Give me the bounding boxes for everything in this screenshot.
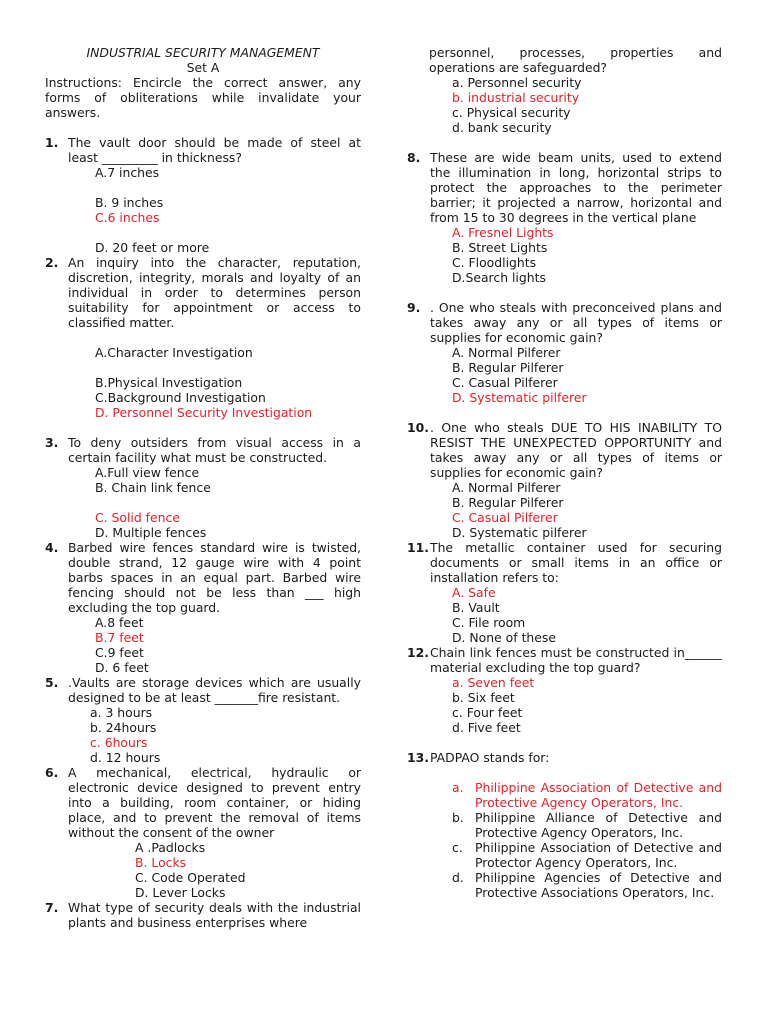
question-text: The vault door should be made of steel at least _________ in thickness? bbox=[68, 135, 361, 165]
option[interactable]: A.7 inches bbox=[95, 165, 160, 180]
option-correct[interactable]: C. Casual Pilferer bbox=[452, 510, 558, 525]
question-text-part-1: What type of security deals with the industrial plants and business enterprises where bbox=[68, 900, 361, 930]
option-correct[interactable]: B. Locks bbox=[135, 855, 187, 870]
question-8: 8. These are wide beam units, used to extend the illumination in long, horizontal strips to protect the approaches to the perimeter barrier; it projected a narrow, horizontal and from 15 to 30 degrees in the vertical plane bbox=[407, 150, 722, 225]
option[interactable]: A .Padlocks bbox=[135, 840, 206, 855]
option[interactable]: C.Background Investigation bbox=[95, 390, 266, 405]
option[interactable]: D. 20 feet or more bbox=[95, 240, 210, 255]
option[interactable]: A.8 feet bbox=[95, 615, 144, 630]
option[interactable]: C.9 feet bbox=[95, 645, 144, 660]
option[interactable]: C. Floodlights bbox=[452, 255, 537, 270]
option[interactable]: b. Philippine Alliance of Detective and Protective Agency Operators, Inc. bbox=[452, 810, 722, 840]
question-12: 12. Chain link fences must be constructed in______ material excluding the top guard? bbox=[407, 645, 722, 675]
option-correct[interactable]: C.6 inches bbox=[95, 210, 160, 225]
option-correct[interactable]: b. industrial security bbox=[452, 90, 580, 105]
question-13: 13. PADPAO stands for: bbox=[407, 750, 722, 765]
option-correct[interactable]: D. Personnel Security Investigation bbox=[95, 405, 313, 420]
option-correct[interactable]: C. Solid fence bbox=[95, 510, 180, 525]
option[interactable]: b. Six feet bbox=[452, 690, 515, 705]
instructions: Instructions: Encircle the correct answer, any forms of obliterations while invalidate your answers. bbox=[45, 75, 361, 120]
option[interactable]: d. Philippine Agencies of Detective and Protective Associations Operators, Inc. bbox=[452, 870, 722, 900]
question-text: An inquiry into the character, reputation, discretion, integrity, morals and loyalty of an individual in order to determines person suitability for appointment or access to classified matter. bbox=[68, 255, 361, 330]
option[interactable]: c. Physical security bbox=[452, 105, 571, 120]
option[interactable]: D.Search lights bbox=[452, 270, 546, 285]
option[interactable]: B. Street Lights bbox=[452, 240, 548, 255]
question-text: . One who steals DUE TO HIS INABILITY TO RESIST THE UNEXPECTED OPPORTUNITY and takes away any or all types of items or supplies for economic gain? bbox=[430, 420, 722, 480]
question-7: 7. What type of security deals with the industrial plants and business enterprises where bbox=[45, 900, 361, 930]
option-correct[interactable]: c. 6hours bbox=[90, 735, 148, 750]
option[interactable]: D. Lever Locks bbox=[135, 885, 226, 900]
option-correct[interactable]: A. Fresnel Lights bbox=[452, 225, 554, 240]
question-text: Chain link fences must be constructed in______ material excluding the top guard? bbox=[430, 645, 722, 675]
question-5: 5. .Vaults are storage devices which are usually designed to be at least _______fire resistant. bbox=[45, 675, 361, 705]
option[interactable]: c. Four feet bbox=[452, 705, 523, 720]
option[interactable]: B. Regular Pilferer bbox=[452, 495, 564, 510]
option[interactable]: b. 24hours bbox=[90, 720, 157, 735]
option[interactable]: d. bank security bbox=[452, 120, 552, 135]
question-text: The metallic container used for securing documents or small items in an office or installation refers to: bbox=[430, 540, 722, 585]
question-text: Barbed wire fences standard wire is twisted, double strand, 12 gauge wire with 4 point barbs spaces in an equal part. Barbed wire fencing should not be less than ___ high excluding the top guard. bbox=[68, 540, 361, 615]
left-column bbox=[45, 45, 361, 930]
question-text: PADPAO stands for: bbox=[430, 750, 550, 765]
option-correct[interactable]: B.7 feet bbox=[95, 630, 144, 645]
option[interactable]: D. Multiple fences bbox=[95, 525, 207, 540]
question-text: .Vaults are storage devices which are usually designed to be at least _______fire resistant. bbox=[68, 675, 361, 705]
option[interactable]: d. 12 hours bbox=[90, 750, 161, 765]
document-title: INDUSTRIAL SECURITY MANAGEMENT bbox=[86, 45, 320, 60]
option[interactable]: a. Personnel security bbox=[452, 75, 582, 90]
option[interactable]: C. Casual Pilferer bbox=[452, 375, 558, 390]
option[interactable]: B.Physical Investigation bbox=[95, 375, 243, 390]
option-correct[interactable]: A. Safe bbox=[452, 585, 496, 600]
question-text: To deny outsiders from visual access in a certain facility what must be constructed. bbox=[68, 435, 361, 465]
right-column bbox=[407, 45, 722, 900]
question-text: These are wide beam units, used to extend the illumination in long, horizontal strips to protect the approaches to the perimeter barrier; it projected a narrow, horizontal and from 15 to 30 degrees in the vertical plane bbox=[430, 150, 722, 225]
option[interactable]: c. Philippine Association of Detective and Protector Agency Operators, Inc. bbox=[452, 840, 722, 870]
option[interactable]: A. Normal Pilferer bbox=[452, 480, 561, 495]
question-11: 11. The metallic container used for securing documents or small items in an office or installation refers to: bbox=[407, 540, 722, 585]
option[interactable]: D. 6 feet bbox=[95, 660, 149, 675]
option[interactable]: B. Vault bbox=[452, 600, 500, 615]
option[interactable]: D. Systematic pilferer bbox=[452, 525, 587, 540]
option[interactable]: B. Regular Pilferer bbox=[452, 360, 564, 375]
option-correct[interactable]: D. Systematic pilferer bbox=[452, 390, 587, 405]
question-4: 4. Barbed wire fences standard wire is twisted, double strand, 12 gauge wire with 4 point barbs spaces in an equal part. Barbed wire fencing should not be less than ___ high excluding the top guard. bbox=[45, 540, 361, 615]
option[interactable]: A. Normal Pilferer bbox=[452, 345, 561, 360]
question-text: A mechanical, electrical, hydraulic or electronic device designed to prevent entry into a building, room container, or hiding place, and to prevent the removal of items without the consent of the owner bbox=[68, 765, 361, 840]
option[interactable]: a. 3 hours bbox=[90, 705, 153, 720]
question-6: 6. A mechanical, electrical, hydraulic or electronic device designed to prevent entry into a building, room container, or hiding place, and to prevent the removal of items without the consent of the owner bbox=[45, 765, 361, 840]
question-3: 3. To deny outsiders from visual access in a certain facility what must be constructed. bbox=[45, 435, 361, 465]
option-correct[interactable]: a. Philippine Association of Detective and Protective Agency Operators, Inc. bbox=[452, 780, 722, 810]
option[interactable]: A.Full view fence bbox=[95, 465, 200, 480]
question-10: 10. . One who steals DUE TO HIS INABILITY TO RESIST THE UNEXPECTED OPPORTUNITY and takes away any or all types of items or supplies for economic gain? bbox=[407, 420, 722, 480]
option[interactable]: B. 9 inches bbox=[95, 195, 164, 210]
option[interactable]: C. File room bbox=[452, 615, 526, 630]
question-2: 2. An inquiry into the character, reputation, discretion, integrity, morals and loyalty of an individual in order to determines person suitability for appointment or access to classified matter. bbox=[45, 255, 361, 330]
option[interactable]: D. None of these bbox=[452, 630, 556, 645]
option[interactable]: d. Five feet bbox=[452, 720, 521, 735]
option-correct[interactable]: a. Seven feet bbox=[452, 675, 535, 690]
question-1: 1. The vault door should be made of steel at least _________ in thickness? bbox=[45, 135, 361, 165]
question-9: 9. . One who steals with preconceived plans and takes away any or all types of items or supplies for economic gain? bbox=[407, 300, 722, 345]
option[interactable]: B. Chain link fence bbox=[95, 480, 211, 495]
set-label: Set A bbox=[186, 60, 220, 75]
question-text-part-2: personnel, processes, properties and operations are safeguarded? bbox=[429, 45, 722, 75]
option[interactable]: A.Character Investigation bbox=[95, 345, 253, 360]
question-text: . One who steals with preconceived plans and takes away any or all types of items or supplies for economic gain? bbox=[430, 300, 722, 345]
option[interactable]: C. Code Operated bbox=[135, 870, 246, 885]
